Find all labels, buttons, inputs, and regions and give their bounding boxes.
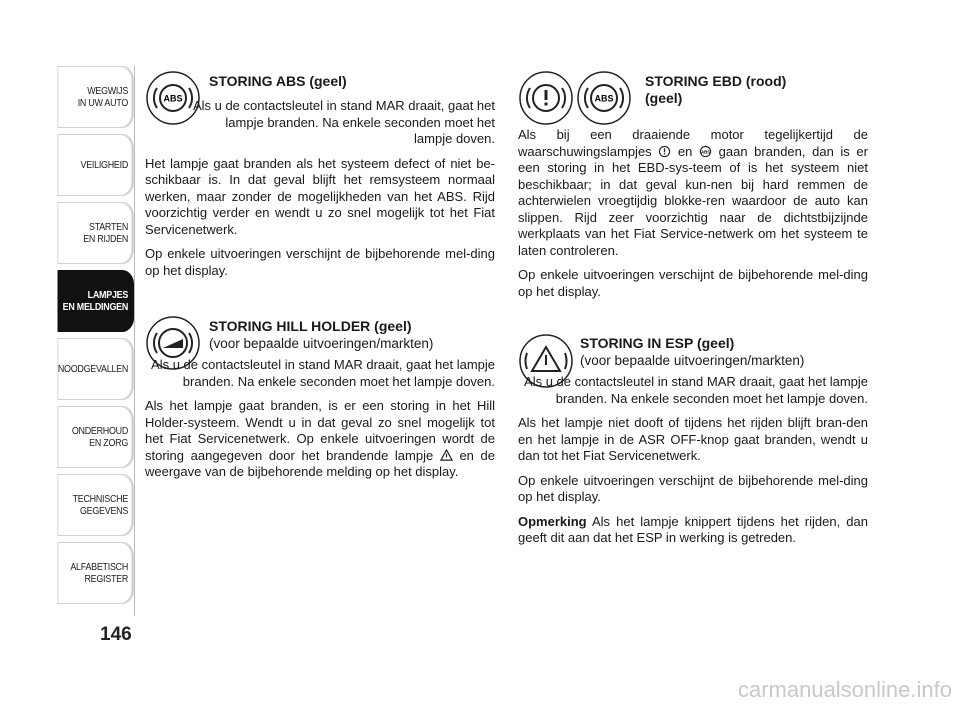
tab-technische[interactable]: TECHNISCHE GEGEVENS xyxy=(58,474,135,536)
section-abs xyxy=(145,73,495,287)
esp-p2: Als het lampje niet dooft of tijdens het rijden blijft bran-den en het lampje in de ASR OFF-knop gaat branden, wendt u dan tot het Fiat Servicenetwerk. xyxy=(518,415,868,463)
page-number: 146 xyxy=(100,624,132,645)
tab-wegwijs[interactable]: WEGWIJS IN UW AUTO xyxy=(58,66,135,128)
esp-warning-inline-icon xyxy=(440,449,453,462)
esp-p1: Als u de contactsleutel in stand MAR draait, gaat het lampje branden. Na enkele seconden moet het lampje doven. xyxy=(524,374,868,406)
ebd-p2: Op enkele uitvoeringen verschijnt de bijbehorende mel-ding op het display. xyxy=(518,267,868,299)
section-hill-holder xyxy=(145,318,495,489)
section-ebd xyxy=(518,73,868,308)
svg-text:ABS: ABS xyxy=(594,93,614,104)
brake-warning-inline-icon xyxy=(658,145,671,158)
ebd-p1-text-a: Als bij een draaiende motor tegelijkertijd de waarschuwingslampjes xyxy=(518,127,868,159)
watermark: carmanualsonline.info xyxy=(737,677,952,702)
esp-note-text: Als het lampje knippert tijdens het rijden, dan geeft dit aan dat het ESP in werking is getreden. xyxy=(518,513,868,545)
esp-title: STORING IN ESP (geel) xyxy=(580,335,735,351)
ebd-title: STORING EBD (rood) (geel) xyxy=(645,73,787,106)
abs-p2: Het lampje gaat branden als het systeem defect of niet be-schikbaar is. In dat geval blijft het remsysteem normaal werken, maar zonder de mogelijkheden van het ABS. Rijd voorzichtig verder en wendt u zo snel mogelijk tot het Fiat Servicenetwerk. xyxy=(145,155,495,237)
hill-p2 xyxy=(145,398,495,481)
esp-p3: Op enkele uitvoeringen verschijnt de bijbehorende mel-ding op het display. xyxy=(518,472,868,504)
tab-noodgevallen[interactable]: NOODGEVALLEN xyxy=(58,338,135,400)
esp-note xyxy=(518,514,868,547)
sidebar-divider xyxy=(134,66,135,616)
tab-lampjes[interactable]: LAMPJES EN MELDINGEN xyxy=(58,270,135,332)
svg-text:ABS: ABS xyxy=(163,93,183,104)
hill-title: STORING HILL HOLDER (geel) xyxy=(209,318,412,334)
abs-p3: Op enkele uitvoeringen verschijnt de bijbehorende mel-ding op het display. xyxy=(145,246,495,278)
hill-p2-text-a: Als het lampje gaat branden, is er een storing in het Hill Holder-systeem. Wendt u in dat geval zo snel mogelijk tot het Fiat Servicenetwerk. Op enkele uitvoeringen wordt de storing aangegeven door het brandende lampje xyxy=(145,398,495,463)
abs-warning-inline-icon xyxy=(699,145,712,158)
ebd-p1 xyxy=(518,127,868,259)
esp-subtitle: (voor bepaalde uitvoeringen/markten) xyxy=(580,353,805,368)
ebd-p1-text-c: gaan branden, dan is er een storing in het EBD-sys-teem of is het systeem niet beschikbaar; in dat geval kun-nen bij hard remmen de achterwielen vroegtijdig blokke-ren waardoor de auto kan slippen. Rijd zeer voorzichtig naar de dichtstbijzijnde werkplaats van het Fiat Service-netwerk om het systeem te laten controleren. xyxy=(518,143,868,258)
section-esp xyxy=(518,335,868,555)
hill-p1: Als u de contactsleutel in stand MAR draait, gaat het lampje branden. Na enkele seconden moet het lampje doven. xyxy=(151,357,495,389)
chapter-sidebar xyxy=(44,66,134,610)
tab-onderhoud[interactable]: ONDERHOUD EN ZORG xyxy=(58,406,135,468)
tab-alfabetisch[interactable]: ALFABETISCH REGISTER xyxy=(58,542,135,604)
tab-veiligheid[interactable]: VEILIGHEID xyxy=(58,134,135,196)
abs-p1: Als u de contactsleutel in stand MAR draait, gaat het lampje branden. Na enkele seconden moet het lampje doven. xyxy=(192,98,495,146)
hill-p2-text-b: en de weergave van de bijbehorende melding op het display. xyxy=(145,447,495,479)
abs-title: STORING ABS (geel) xyxy=(209,73,347,89)
tab-starten[interactable]: STARTEN EN RIJDEN xyxy=(58,202,135,264)
esp-note-label: Opmerking xyxy=(518,513,587,529)
hill-subtitle: (voor bepaalde uitvoeringen/markten) xyxy=(209,336,434,351)
ebd-p1-text-b: en xyxy=(677,143,693,159)
svg-text:ABS: ABS xyxy=(701,148,710,154)
